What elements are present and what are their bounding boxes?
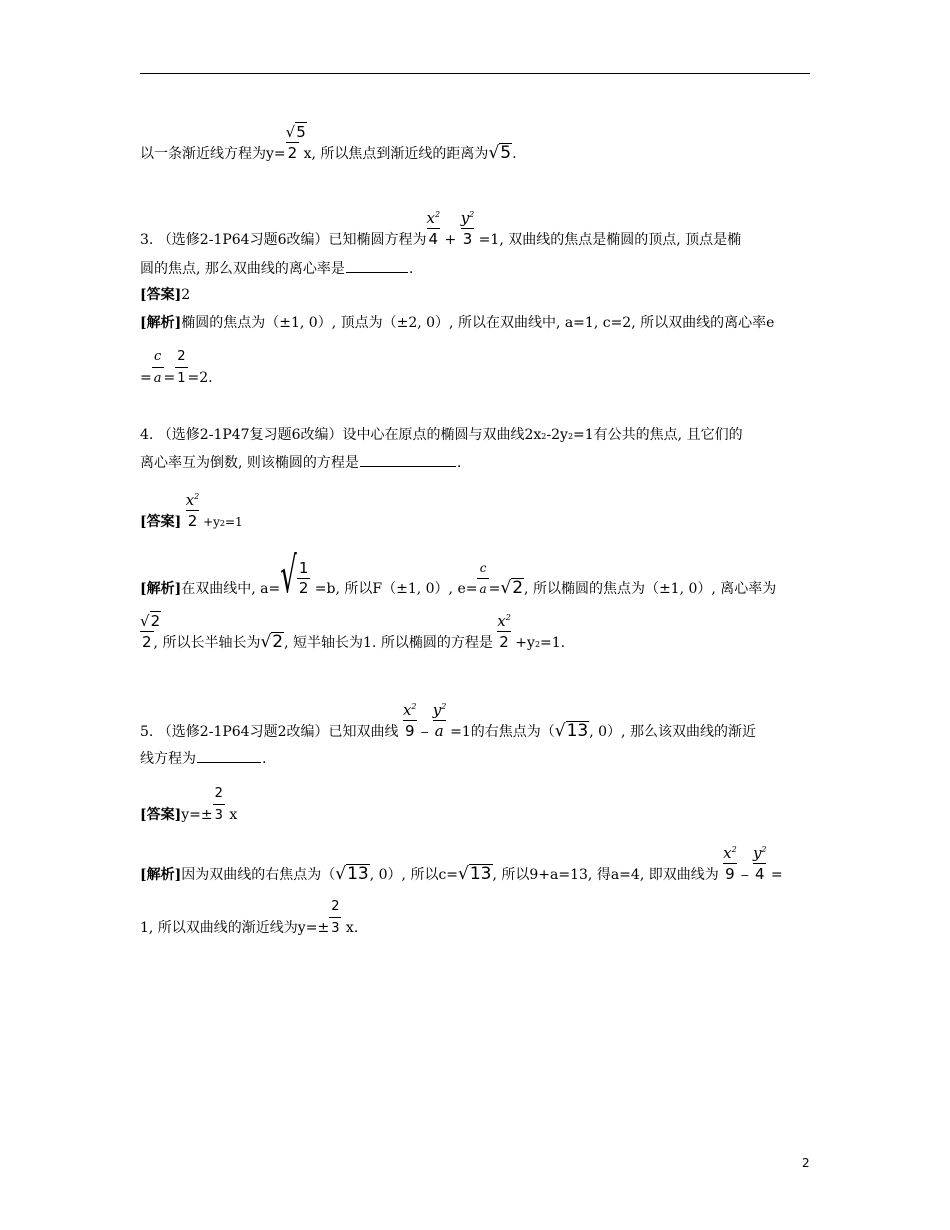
answer-5: [答案]y=± $\frac{2}{3}$ x	[140, 805, 237, 825]
analysis-5-line1: [解析]因为双曲线的右焦点为（√13, 0）, 所以c=√13, 所以9+a=13, 得a=4, 即双曲线为 $\frac{x^2}{9}$ − $\frac{y^2}{4}$ =	[140, 844, 783, 884]
analysis-3-line2: = $\frac{c}{a}=$ $\frac{2}{1}=2$.	[140, 368, 213, 388]
analysis-label: [解析]	[140, 581, 182, 597]
question-5-line1: 5. （选修2-1P64习题2改编）已知双曲线 $\frac{x^2}{9}$ − $\frac{y^2}{a} =1$的右焦点为（√13, 0）, 那么该双曲线的渐近	[140, 701, 756, 741]
fraction: $\frac{y^2}{a}$	[432, 701, 447, 740]
text: 以一条渐近线方程为y=	[140, 146, 286, 162]
answer-value: 2	[181, 287, 191, 303]
sqrt: √2	[260, 632, 284, 652]
sqrt: √5	[488, 143, 512, 163]
sqrt: √ $\frac{1}{2}$	[280, 548, 309, 606]
analysis-label: [解析]	[140, 867, 182, 883]
question-3-line1: 3. （选修2-1P64习题6改编）已知椭圆方程为 $\frac{x^2}{4}$ + $\frac{y^2}{3} =1$, 双曲线的焦点是椭圆的顶点, 顶点是椭	[140, 209, 742, 248]
fraction: $\frac{√2}{2}$	[140, 612, 161, 651]
answer-label: [答案]	[140, 807, 182, 823]
answer-3	[140, 285, 190, 305]
fraction: $\frac{2}{1}$	[177, 349, 186, 386]
question-3-line2: 圆的焦点, 那么双曲线的离心率是 .	[140, 261, 414, 277]
header-rule	[140, 73, 810, 74]
analysis-3-line1: [解析]椭圆的焦点为（±1, 0）, 顶点为（±2, 0）, 所以在双曲线中, a=1, c=2, 所以双曲线的离心率e	[140, 315, 775, 331]
fraction: $\frac{x^2}{9}$	[723, 844, 737, 883]
fraction: $\frac{c}{a}$	[153, 349, 162, 386]
answer-blank	[346, 259, 408, 273]
answer-label: [答案]	[140, 514, 182, 530]
sqrt: √13	[458, 864, 492, 884]
fraction: $\frac{x^2}{2}$	[497, 612, 511, 651]
page-number: 2	[802, 1156, 810, 1170]
fraction: $\frac{y^2}{3}$	[460, 209, 475, 248]
sqrt: √13	[554, 721, 589, 741]
fraction-numerator: 5	[296, 123, 306, 141]
sqrt: √2	[500, 578, 524, 598]
question-5-line2: 线方程为 .	[140, 751, 267, 767]
question-4-line1: 4. （选修2-1P47复习题6改编）设中心在原点的椭圆与双曲线2x2-2y2=1有公共的焦点, 且它们的	[140, 427, 743, 443]
fraction: $\frac{2}{3}$	[331, 899, 340, 936]
answer-blank	[197, 749, 261, 763]
analysis-5-line2: 1, 所以双曲线的渐近线为y=± $\frac{2}{3} x$.	[140, 918, 358, 938]
text-line-asymptote: 以一条渐近线方程为y= $\frac{√5}{2} x$, 所以焦点到渐近线的距离为√5.	[140, 123, 517, 163]
text: x, 所以焦点到渐近线的距离为	[299, 146, 489, 162]
answer-blank	[360, 453, 456, 467]
fraction: $\frac{c}{a}$	[479, 561, 487, 596]
fraction: $\frac{x^2}{2}$	[185, 491, 200, 530]
analysis-4-line2: $\frac{√2}{2}$, 所以长半轴长为√2, 短半轴长为1. 所以椭圆的方程是 $\frac{x^2}{2} +y2=1$.	[140, 612, 566, 652]
fraction: $\frac{2}{3}$	[214, 786, 223, 823]
fraction: $\frac{x^2}{9}$	[402, 701, 417, 740]
answer-label: [答案]	[140, 287, 182, 303]
question-4-line2: 离心率互为倒数, 则该椭圆的方程是 .	[140, 455, 462, 471]
question-text: 3. （选修2-1P64习题6改编）已知椭圆方程为	[140, 232, 427, 248]
fraction-denominator: 2	[287, 144, 298, 162]
answer-4: [答案] $\frac{x^2}{2} +y2=1$	[140, 491, 243, 530]
sqrt: √13	[335, 864, 369, 884]
fraction: $\frac{x^2}{4}$	[426, 209, 441, 248]
fraction: $\frac{√5}{2}$	[285, 123, 306, 162]
analysis-4-line1: [解析]在双曲线中, a=√ $\frac{1}{2} =b$, 所以F（±1, 0）, e= $\frac{c}{a}=√2$, 所以椭圆的焦点为（±1, 0）, 离心率为	[140, 548, 777, 606]
analysis-label: [解析]	[140, 315, 182, 331]
fraction: $\frac{y^2}{4}$	[752, 844, 767, 883]
